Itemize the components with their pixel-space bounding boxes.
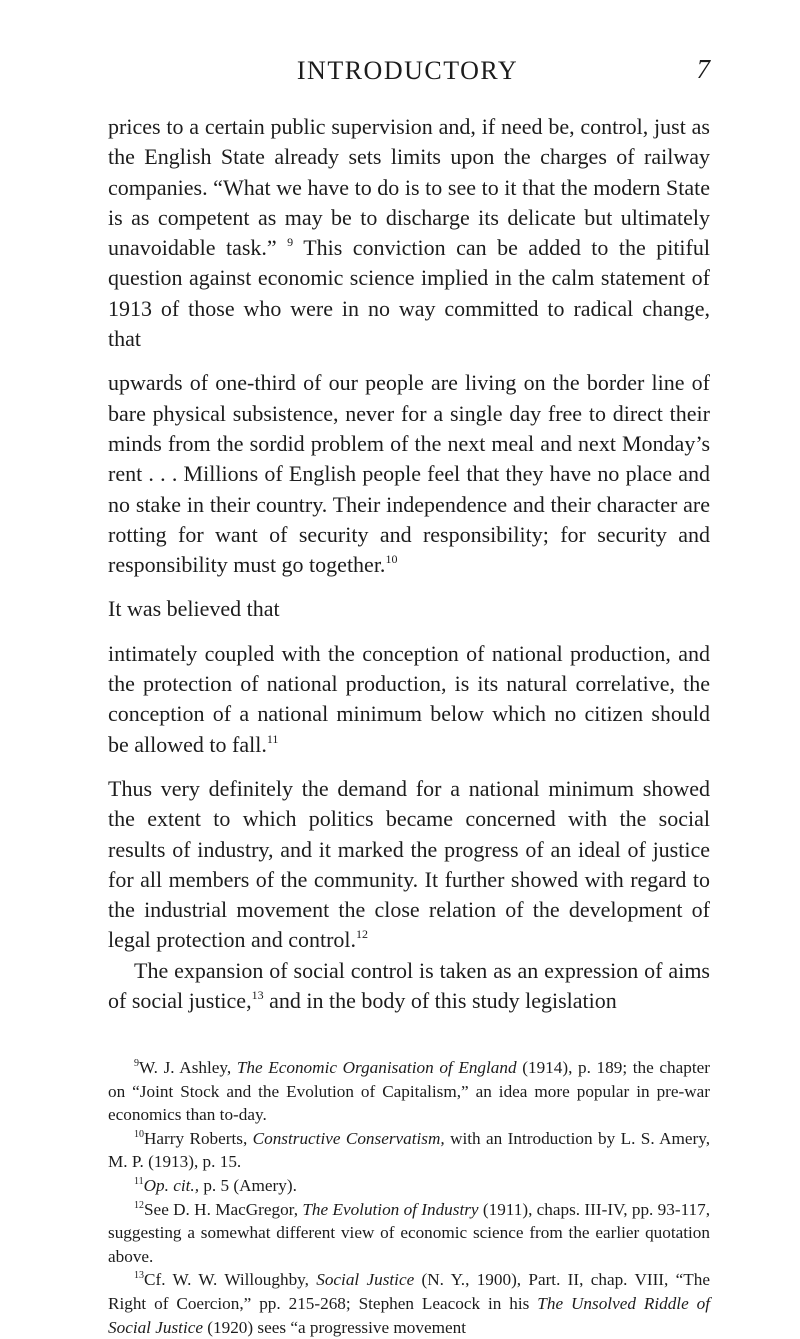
footnote-mark: 9 [134, 1058, 139, 1069]
text-run: intimately coupled with the conception of national production, and the protection of national production, is its natural correlative, the conception of a national minimum below which no citizen should be allowed to fall. [108, 640, 710, 757]
text-run: Harry Roberts, [144, 1128, 253, 1148]
text-run: See D. H. MacGregor, [144, 1199, 303, 1219]
footnote-mark: 11 [134, 1175, 144, 1187]
footnote-mark: 10 [134, 1128, 144, 1140]
text-run: (1911), chaps. III-IV, pp. 93-117, suggesting a somewhat different view of economic science from the earlier quotation above. [108, 1199, 711, 1266]
block-quote [108, 639, 710, 760]
text-run: (1920) sees “a progressive movement [202, 1317, 466, 1337]
text-run: It was believed that [108, 596, 280, 622]
text-run: Thus very definitely the demand for a national minimum showed the extent to which politics became concerned with the social results of industry, and it marked the progress of an ideal of justice for all members of the community. It further showed with regard to the industrial movement the close relation of the development of legal protection and control. [108, 775, 710, 953]
main-text [108, 112, 710, 1016]
paragraph [108, 594, 710, 624]
paragraph [108, 112, 710, 354]
book-title: The Economic Organisation of England [236, 1058, 517, 1077]
paragraph [108, 956, 710, 1017]
footnote [108, 1198, 710, 1269]
text-run: The expansion of social control is taken as an expression of aims of social justice, [108, 957, 710, 1014]
text-run: W. J. Ashley, [139, 1058, 237, 1077]
text-run: Cf. W. W. Willoughby, [144, 1270, 317, 1290]
block-quote [108, 368, 710, 580]
footnote [108, 1174, 710, 1198]
page-header [105, 50, 710, 90]
book-title: Constructive Conservatism, [252, 1128, 445, 1148]
footnote-ref: 11 [266, 731, 279, 746]
text-run: prices to a certain public supervision and, if need be, control, just as the English State already sets limits upon the charges of railway companies. “What we have to do is to see to it that the modern State is as competent as may be to discharge its delicate but ultimately unavoidable task.” [108, 114, 710, 261]
text-run: (1914), p. 189; the chapter on “Joint Stock and the Evolution of Capitalism,” an idea more popular in pre-war economics than to-day. [108, 1058, 710, 1125]
book-title: The Evolution of Industry [302, 1199, 479, 1219]
book-title: Social Justice [316, 1270, 415, 1290]
page-number: 7 [696, 54, 710, 84]
footnote-ref: 12 [356, 927, 369, 942]
text-run: with an Introduction by L. S. Amery, M. P. (1913), p. 15. [108, 1128, 710, 1172]
text-run: and in the body of this study legislation [263, 988, 617, 1014]
footnote-ref: 9 [287, 235, 294, 250]
book-title: Op. cit., [143, 1175, 200, 1195]
text-run: (N. Y., 1900), Part. II, chap. VIII, “The Right of Coercion,” pp. 215-268; Stephen Leacock in his [108, 1270, 710, 1313]
text-run: p. 5 (Amery). [199, 1175, 297, 1195]
footnote-mark: 12 [134, 1199, 144, 1211]
paragraph [108, 774, 710, 956]
text-run: This conviction can be added to the pitiful question against economic science implied in the calm statement of 1913 of those who were in no way committed to radical change, that [108, 235, 710, 352]
footnotes [108, 1056, 710, 1339]
footnote [108, 1127, 710, 1174]
footnote [108, 1056, 710, 1127]
running-title: INTRODUCTORY [296, 56, 519, 85]
footnote-ref: 13 [251, 988, 264, 1003]
book-title: The Unsolved Riddle of Social Justice [108, 1293, 710, 1337]
text-run: upwards of one-third of our people are living on the border line of bare physical subsistence, never for a single day free to direct their minds from the sordid problem of the next meal and next Monday’s rent . . . Millions of English people feel that they have no place and no stake in their country. Their independence and their character are rotting for want of security and responsibility; for security and responsibility must go together. [108, 370, 710, 578]
footnote-ref: 10 [385, 552, 398, 567]
footnote-mark: 13 [134, 1270, 144, 1282]
